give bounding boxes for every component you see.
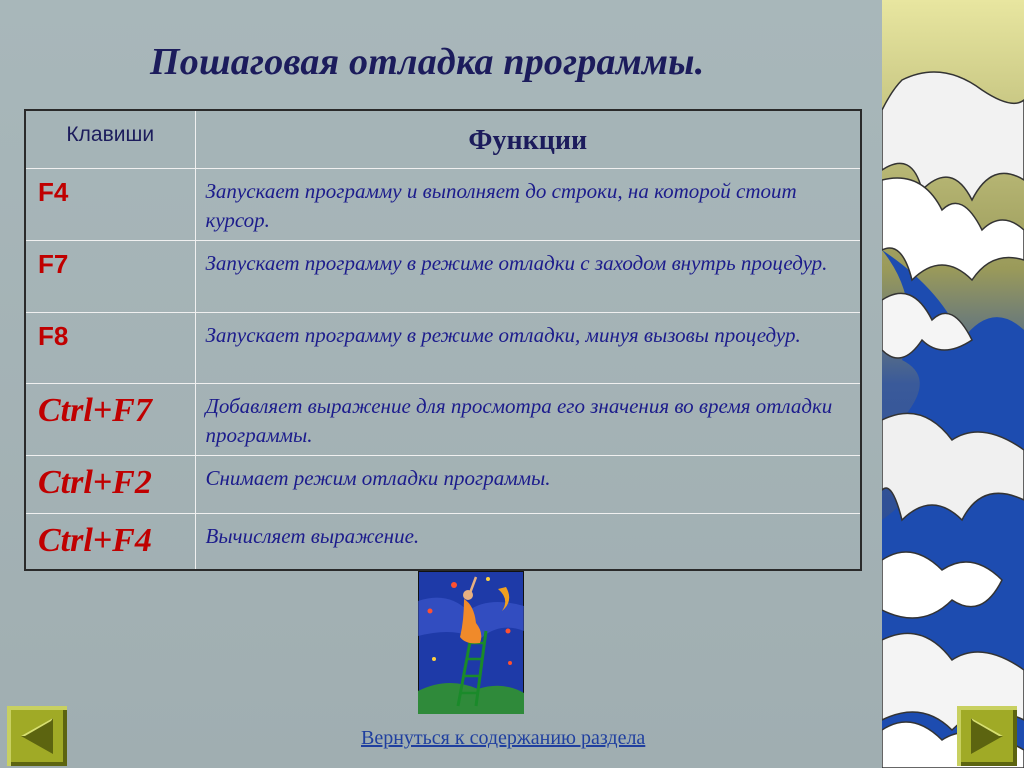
table-row — [25, 383, 861, 455]
previous-slide-button[interactable] — [7, 706, 67, 766]
hotkey-cell: F4 — [25, 168, 195, 240]
table-row — [25, 168, 861, 240]
function-description: Добавляет выражение для просмотра его значения во время отладки программы. — [195, 383, 861, 455]
function-description: Запускает программу в режиме отладки, минуя вызовы процедур. — [195, 312, 861, 383]
hotkey-cell: Ctrl+F4 — [25, 513, 195, 570]
table-row — [25, 455, 861, 513]
table-row — [25, 312, 861, 383]
function-description: Запускает программу и выполняет до строки, на которой стоит курсор. — [195, 168, 861, 240]
table-header-row — [25, 110, 861, 168]
column-header-functions: Функции — [195, 110, 861, 168]
function-description: Вычисляет выражение. — [195, 513, 861, 570]
table-row — [25, 240, 861, 312]
hotkey-cell: F8 — [25, 312, 195, 383]
hotkey-cell: Ctrl+F7 — [25, 383, 195, 455]
hotkeys-table — [24, 109, 862, 571]
ladder-stars-clipart — [418, 571, 524, 714]
table-row — [25, 513, 861, 570]
hotkey-cell: F7 — [25, 240, 195, 312]
hotkey-cell: Ctrl+F2 — [25, 455, 195, 513]
triangle-right-icon — [957, 706, 1017, 766]
slide-title: Пошаговая отладка программы. — [150, 41, 705, 83]
function-description: Запускает программу в режиме отладки с заходом внутрь процедур. — [195, 240, 861, 312]
wave-decoration — [882, 0, 1024, 768]
column-header-keys: Клавиши — [25, 110, 195, 168]
triangle-left-icon — [7, 706, 67, 766]
function-description: Снимает режим отладки программы. — [195, 455, 861, 513]
next-slide-button[interactable] — [957, 706, 1017, 766]
back-to-contents-link[interactable]: Вернуться к содержанию раздела — [361, 727, 646, 749]
